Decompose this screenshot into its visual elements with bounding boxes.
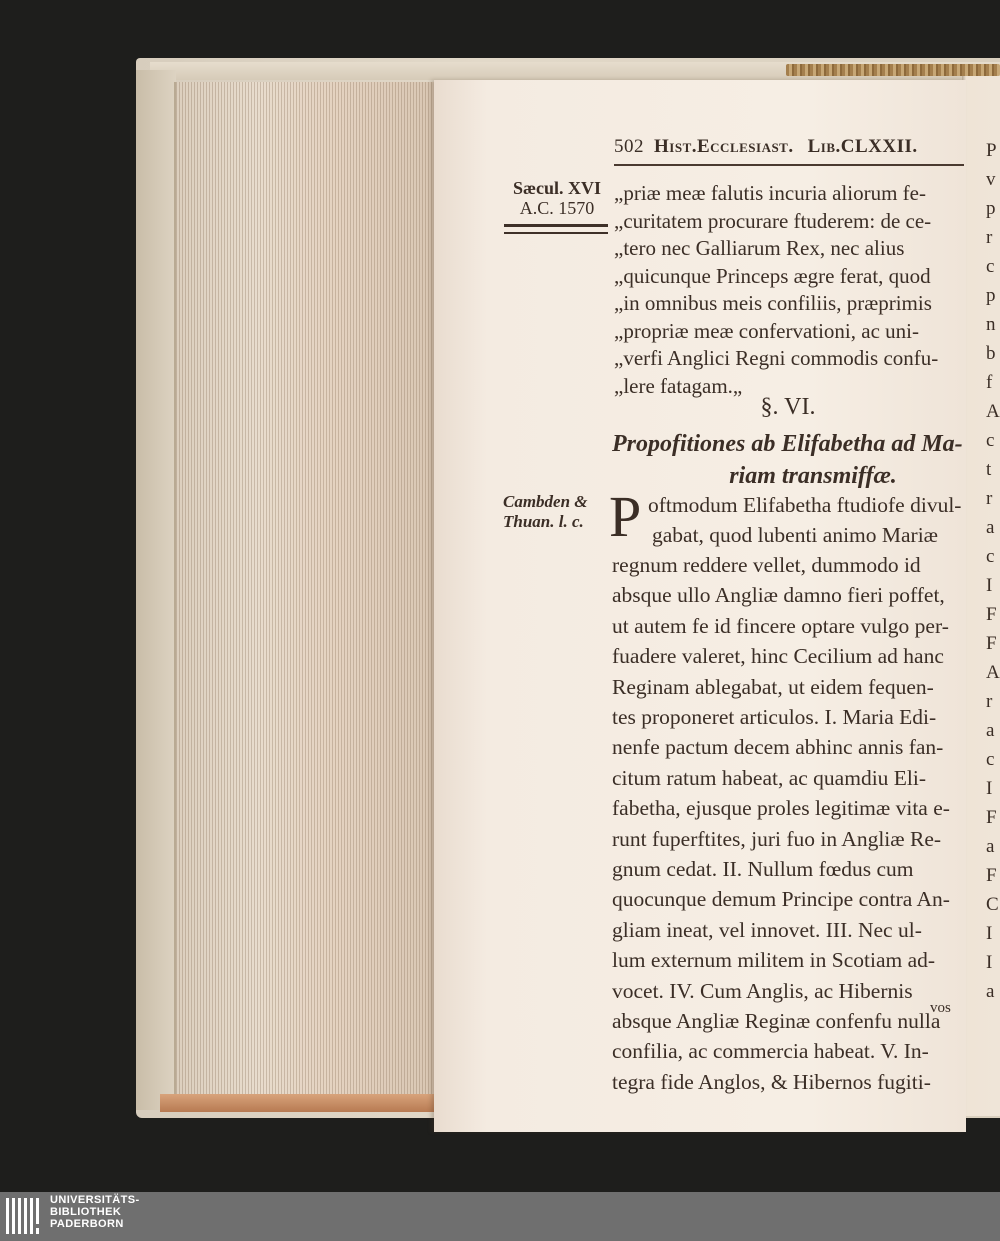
facing-page-letter: c — [986, 256, 995, 277]
body-line: Reginam ablegabat, ut eidem fequen- — [612, 674, 934, 699]
facing-page-letter: a — [986, 517, 995, 538]
margin-note-line: A.C. 1570 — [519, 198, 595, 218]
quote-line: „verfi Anglici Regni commodis confu- — [614, 346, 939, 370]
facing-page-letter: A — [986, 401, 1000, 422]
facing-page-letter: t — [986, 459, 992, 480]
body-line: absque ullo Angliæ damno fieri poffet, — [612, 583, 945, 608]
body-line: ut autem fe id fincere optare vulgo per- — [612, 613, 949, 638]
margin-note-line: Sæcul. XVI — [512, 178, 601, 198]
section-heading-line: riam transmiffæ. — [729, 463, 897, 489]
running-head — [614, 136, 964, 166]
body-line: quocunque demum Principe contra An- — [612, 887, 950, 912]
facing-page-letter: I — [986, 952, 993, 973]
facing-page-letter: I — [986, 778, 993, 799]
quote-line: „in omnibus meis confiliis, præprimis — [614, 291, 932, 315]
facing-page-letter: F — [986, 633, 997, 654]
institution-name — [50, 1194, 140, 1230]
margin-note-source: Cambden & — [503, 492, 588, 511]
institution-line: PADERBORN — [50, 1218, 124, 1230]
facing-page-letter: r — [986, 227, 993, 248]
headband — [786, 64, 1000, 76]
body-line: tegra fide Anglos, & Hibernos fugiti- — [612, 1069, 931, 1094]
body-line: vocet. IV. Cum Anglis, ac Hibernis — [612, 978, 913, 1003]
book-number: Lib.CLXXII. — [807, 136, 918, 157]
facing-page-letter: F — [986, 865, 997, 886]
margin-note-rule — [504, 224, 608, 227]
cover-spine-edge — [136, 70, 176, 1110]
margin-note-rule — [504, 232, 608, 234]
quote-line: „curitatem procurare ftuderem: de ce- — [614, 208, 932, 233]
facing-page-letter: r — [986, 691, 993, 712]
facing-page-letter: a — [986, 836, 995, 857]
quote-line: „propriæ meæ confervationi, ac uni- — [614, 318, 919, 343]
quote-line: „quicunque Princeps ægre ferat, quod — [614, 263, 931, 288]
facing-page-letter: I — [986, 923, 993, 944]
library-barcode-logo-icon — [4, 1196, 44, 1236]
margin-note-century — [502, 178, 612, 218]
facing-page-letter: a — [986, 981, 995, 1002]
facing-page-letter: c — [986, 546, 995, 567]
body-line: confilia, ac commercia habeat. V. In- — [612, 1039, 929, 1064]
body-line: runt fuperftites, juri fuo in Angliæ Re- — [612, 826, 942, 851]
fore-edge-bottom — [160, 1094, 450, 1112]
drop-cap: P — [609, 484, 642, 549]
facing-page-letter: A — [986, 662, 1000, 683]
facing-page-letter: P — [986, 140, 997, 161]
facing-page-letter: n — [986, 314, 996, 335]
institution-line: BIBLIOTHEK — [50, 1206, 122, 1218]
body-line: fabetha, ejusque proles legitimæ vita e- — [612, 796, 950, 821]
facing-page-letter: p — [986, 285, 996, 306]
fore-edge-pages — [174, 82, 444, 1100]
body-line: citum ratum habeat, ac quamdiu Eli- — [612, 765, 927, 790]
facing-page-letter: I — [986, 575, 993, 596]
institution-line: UNIVERSITÄTS- — [50, 1194, 140, 1206]
margin-note-source: Thuan. l. c. — [503, 512, 584, 531]
facing-page-letter: b — [986, 343, 996, 364]
body-line: lum externum militem in Scotiam ad- — [612, 948, 936, 973]
facing-page-letter: C — [986, 894, 999, 915]
catchword: vos — [930, 1000, 951, 1016]
facing-page-letter: v — [986, 169, 996, 190]
section-mark: §. VI. — [760, 394, 816, 420]
facing-page-letter: p — [986, 198, 996, 219]
running-title: Hist.Ecclesiast. — [654, 136, 794, 157]
running-head-rule — [614, 164, 964, 166]
facing-page-letter: c — [986, 430, 995, 451]
section-heading-line: Propofitiones ab Elifabetha ad Ma- — [612, 431, 963, 457]
facing-page-letter: a — [986, 720, 995, 741]
body-line: nenfe pactum decem abhinc annis fan- — [612, 735, 944, 760]
library-footer-bar — [0, 1192, 1000, 1241]
body-line: fuadere valeret, hinc Cecilium ad hanc — [612, 644, 944, 669]
body-line: gnum cedat. II. Nullum fœdus cum — [612, 857, 914, 881]
facing-page-letter: c — [986, 749, 995, 770]
facing-page-letter: f — [986, 372, 993, 393]
facing-page-letter: F — [986, 807, 997, 828]
quote-line: „tero nec Galliarum Rex, nec alius — [614, 236, 905, 260]
quote-line: „lere fatagam.„ — [614, 373, 743, 398]
page-number: 502 — [614, 136, 644, 157]
body-line: tes proponeret articulos. I. Maria Edi- — [612, 705, 937, 729]
facing-page-letter: F — [986, 604, 997, 625]
body-line: gliam ineat, vel innovet. III. Nec ul- — [612, 917, 922, 942]
body-line: absque Angliæ Reginæ confenfu nulla — [612, 1009, 941, 1033]
quote-line: „priæ meæ falutis incuria aliorum fe- — [614, 181, 926, 205]
body-line: gabat, quod lubenti animo Mariæ — [652, 523, 939, 547]
facing-page-letter: r — [986, 488, 993, 509]
body-line: oftmodum Elifabetha ftudiofe divul- — [648, 493, 962, 517]
body-line: regnum reddere vellet, dummodo id — [612, 553, 921, 577]
